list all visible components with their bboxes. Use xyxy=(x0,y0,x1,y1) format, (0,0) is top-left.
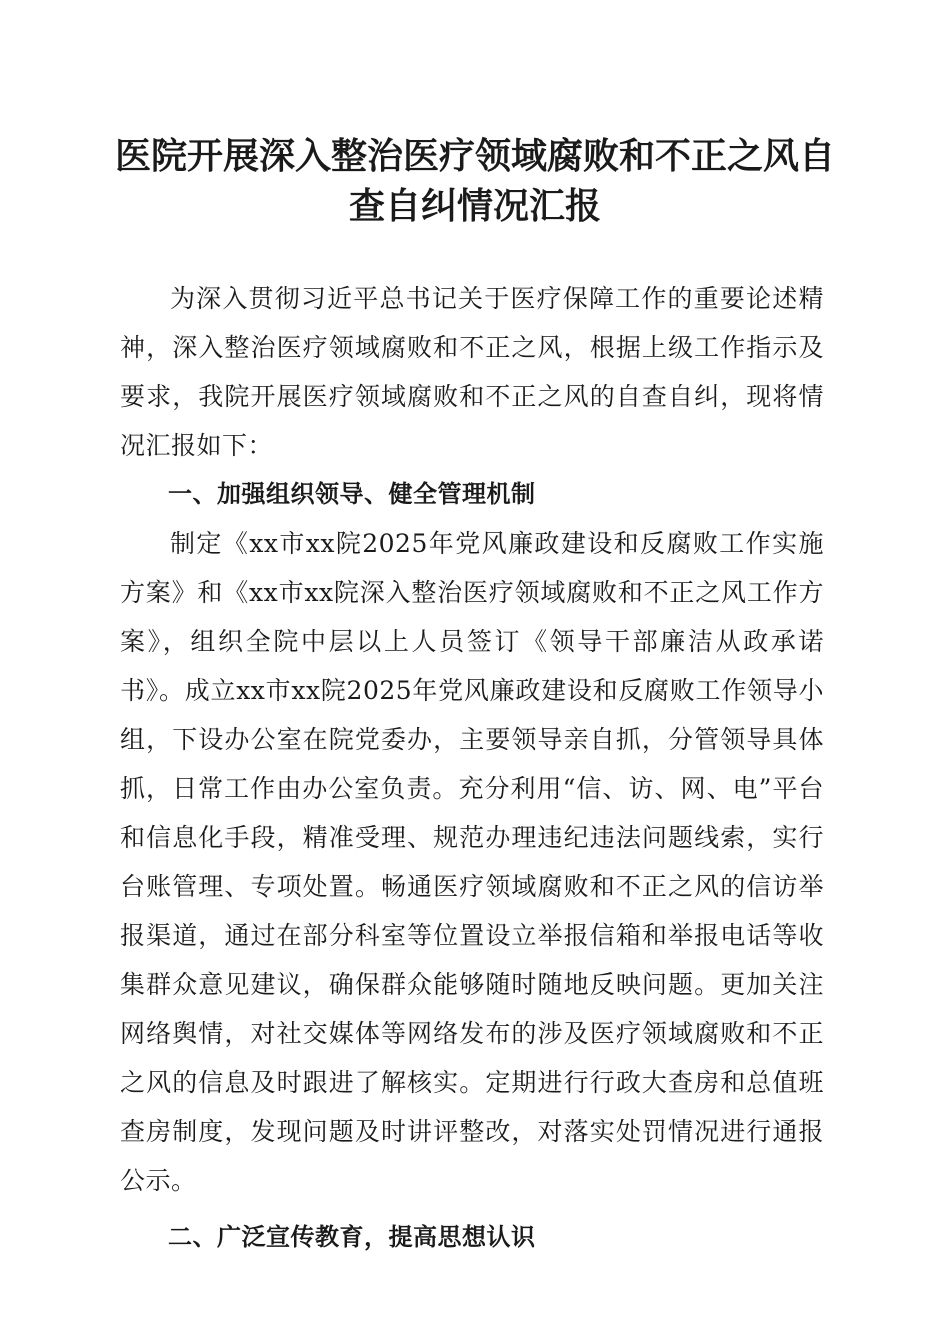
section-1-heading: 一、加强组织领导、健全管理机制 xyxy=(168,480,536,508)
intro-paragraph: 为深入贯彻习近平总书记关于医疗保障工作的重要论述精神，深入整治医疗领域腐败和不正之风，根据上级工作指示及要求，我院开展医疗领域腐败和不正之风的自查自纠，现将情况汇报如下： xyxy=(120,284,824,460)
section-1-paragraph: 制定《xx市xx院2025年党风廉政建设和反腐败工作实施方案》和《xx市xx院深入整治医疗领域腐败和不正之风工作方案》，组织全院中层以上人员签订《领导干部廉洁从政承诺书》。成立xx市xx院2025年党风廉政建设和反腐败工作领导小组，下设办公室在院党委办，主要领导亲自抓，分管领导具体抓，日常工作由办公室负责。充分利用“信、访、网、电”平台和信息化手段，精准受理、规范办理违纪违法问题线索，实行台账管理、专项处置。畅通医疗领域腐败和不正之风的信访举报渠道，通过在部分科室等位置设立举报信箱和举报电话等收集群众意见建议，确保群众能够随时随地反映问题。更加关注网络舆情，对社交媒体等网络发布的涉及医疗领域腐败和不正之风的信息及时跟进了解核实。定期进行行政大查房和总值班查房制度，发现问题及时讲评整改，对落实处罚情况进行通报公示。 xyxy=(120,529,824,1195)
section-2-heading: 二、广泛宣传教育，提高思想认识 xyxy=(168,1223,536,1251)
document-title: 医院开展深入整治医疗领域腐败和不正之风自查自纠情况汇报 xyxy=(114,136,835,227)
document-body xyxy=(120,274,824,1262)
